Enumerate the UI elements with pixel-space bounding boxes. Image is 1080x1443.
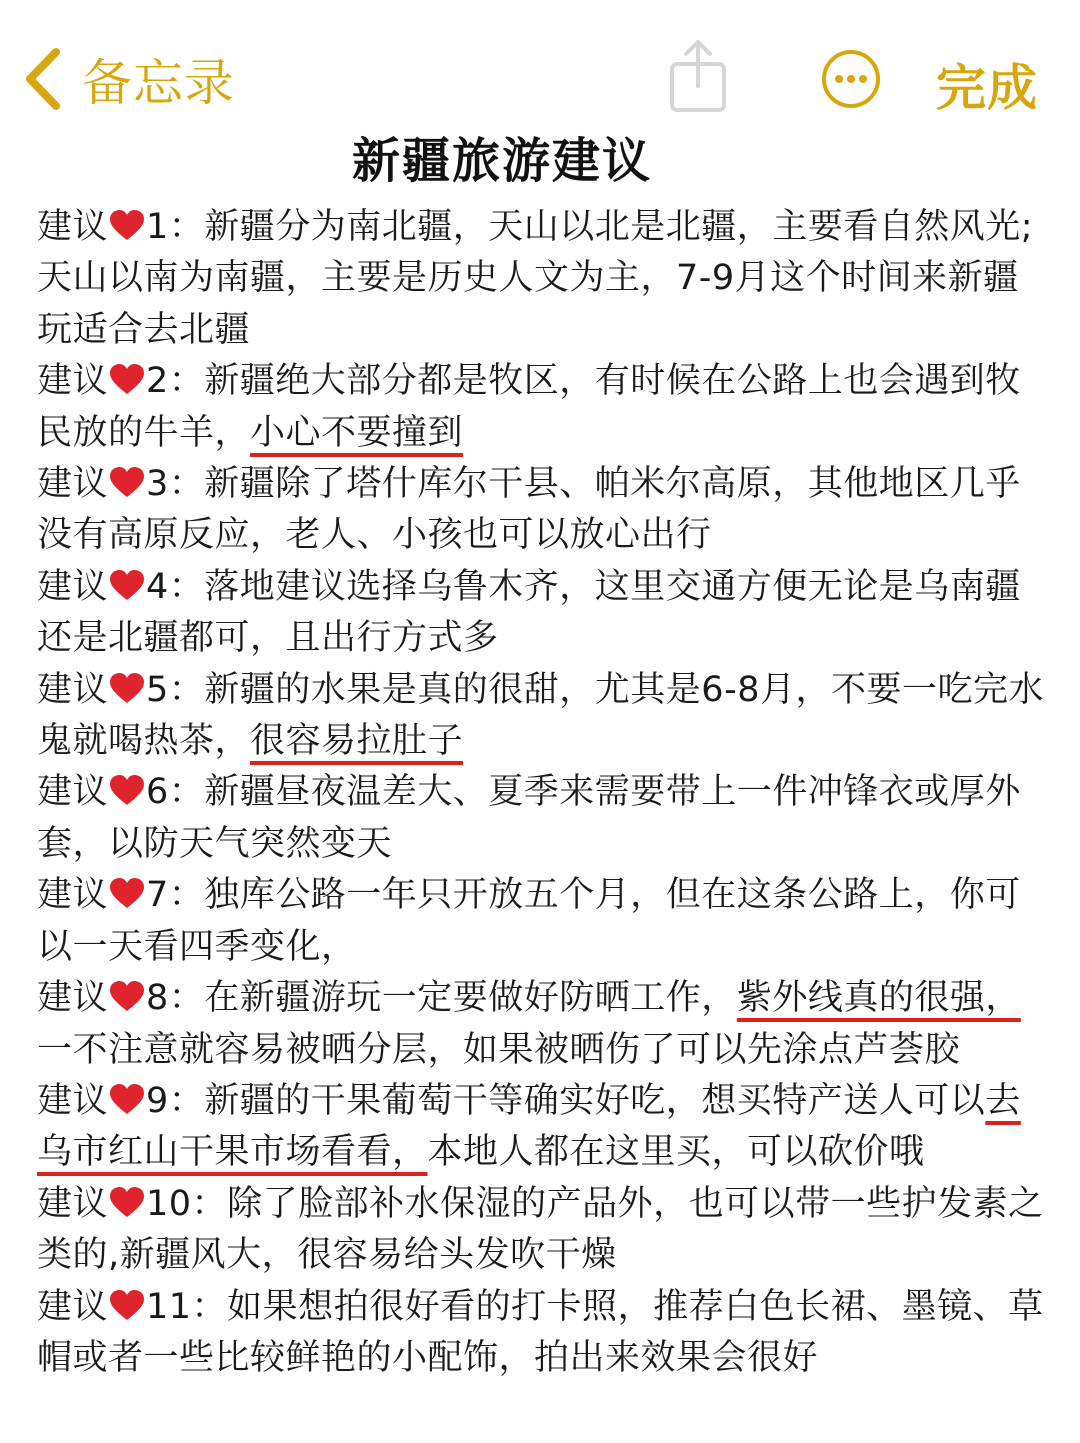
heart-icon <box>109 1289 145 1321</box>
tip-label: 建议 <box>37 772 109 813</box>
tip-text: 新疆绝大部分都是牧区，有时候在公路上也会遇到牧民放的牛羊， <box>37 361 1021 453</box>
tip-text: 在新疆游玩一定要做好防晒工作， <box>204 978 737 1019</box>
tip-label: 建议 <box>37 669 109 710</box>
tip-label: 建议 <box>37 1080 109 1121</box>
tip-text: 本地人都在这里买，可以砍价哦 <box>427 1132 925 1173</box>
tip-label: 建议 <box>37 875 109 916</box>
tip-text: 新疆分为南北疆，天山以北是北疆，主要看自然风光;天山以南为南疆，主要是历史人文为主，7-9月这个时间来新疆玩适合去北疆 <box>37 207 1034 350</box>
underlined-text: 很容易拉肚子 <box>250 721 464 762</box>
tip-item <box>37 562 1047 665</box>
tip-item <box>37 1282 1047 1385</box>
tip-text: 除了脸部补水保湿的产品外，也可以带一些护发素之类的,新疆风大，很容易给头发吹干燥 <box>37 1183 1044 1276</box>
heart-icon <box>109 569 145 601</box>
note-title: 新疆旅游建议 <box>351 133 652 189</box>
tip-item <box>37 459 1047 562</box>
more-icon[interactable] <box>820 48 882 110</box>
tip-number: 4： <box>146 566 205 607</box>
back-button[interactable] <box>22 44 235 114</box>
tip-item <box>37 767 1047 870</box>
tip-number: 7： <box>146 875 205 916</box>
tip-text: 如果想拍很好看的打卡照，推荐白色长裙、墨镜、草帽或者一些比较鲜艳的小配饰，拍出来效果会很好 <box>37 1286 1044 1378</box>
tip-label: 建议 <box>37 207 109 247</box>
tip-number: 11： <box>146 1286 228 1327</box>
tip-text: 新疆昼夜温差大、夏季来需要带上一件冲锋衣或厚外套，以防天气突然变天 <box>37 772 1021 864</box>
tip-label: 建议 <box>37 1286 109 1327</box>
underlined-text: 去乌市红山干果市场看看， <box>37 1080 1021 1173</box>
heart-icon <box>109 1186 145 1218</box>
tip-text: 新疆除了塔什库尔干县、帕米尔高原，其他地区几乎没有高原反应，老人、小孩也可以放心出行 <box>37 464 1021 556</box>
tip-item <box>37 202 1047 356</box>
tip-item <box>37 973 1047 1076</box>
underlined-text: 小心不要撞到 <box>250 412 464 453</box>
tip-number: 5： <box>146 669 205 710</box>
back-label: 备忘录 <box>82 54 235 112</box>
tip-label: 建议 <box>37 978 109 1019</box>
tip-label: 建议 <box>37 361 109 402</box>
done-button[interactable]: 完成 <box>936 59 1038 117</box>
tip-label: 建议 <box>37 1183 109 1224</box>
tip-number: 2： <box>146 361 205 402</box>
heart-icon <box>109 877 145 909</box>
tip-item <box>37 1076 1047 1179</box>
tip-text: 落地建议选择乌鲁木齐，这里交通方便无论是乌南疆还是北疆都可，且出行方式多 <box>37 566 1021 659</box>
tip-item <box>37 870 1047 973</box>
tip-label: 建议 <box>37 464 109 505</box>
heart-icon <box>109 980 145 1012</box>
heart-icon <box>109 363 145 395</box>
heart-icon <box>109 1083 145 1115</box>
tip-text: 独库公路一年只开放五个月，但在这条公路上，你可以一天看四季变化， <box>37 875 1021 967</box>
tip-number: 6： <box>146 772 205 813</box>
heart-icon <box>109 774 145 806</box>
tip-number: 3： <box>146 464 205 505</box>
underlined-text: 紫外线真的很强， <box>736 978 1021 1019</box>
chevron-left-icon <box>22 46 62 112</box>
tip-item <box>37 1179 1047 1282</box>
tip-number: 1： <box>146 207 205 247</box>
tip-number: 10： <box>146 1183 228 1224</box>
tip-number: 9： <box>146 1080 205 1121</box>
heart-icon <box>109 209 145 241</box>
tip-text: 新疆的干果葡萄干等确实好吃，想买特产送人可以 <box>204 1080 986 1121</box>
note-body[interactable] <box>37 202 1047 1384</box>
tip-text: 一不注意就容易被晒分层，如果被晒伤了可以先涂点芦荟胶 <box>37 1029 961 1070</box>
tip-item <box>37 665 1047 768</box>
tip-item <box>37 356 1047 459</box>
tip-text: 新疆的水果是真的很甜，尤其是6-8月，不要一吃完水鬼就喝热茶， <box>37 669 1044 762</box>
heart-icon <box>109 672 145 704</box>
tip-label: 建议 <box>37 566 109 607</box>
tip-number: 8： <box>146 978 205 1019</box>
share-icon[interactable] <box>666 36 730 116</box>
nav-bar <box>0 0 1080 118</box>
heart-icon <box>109 466 145 498</box>
